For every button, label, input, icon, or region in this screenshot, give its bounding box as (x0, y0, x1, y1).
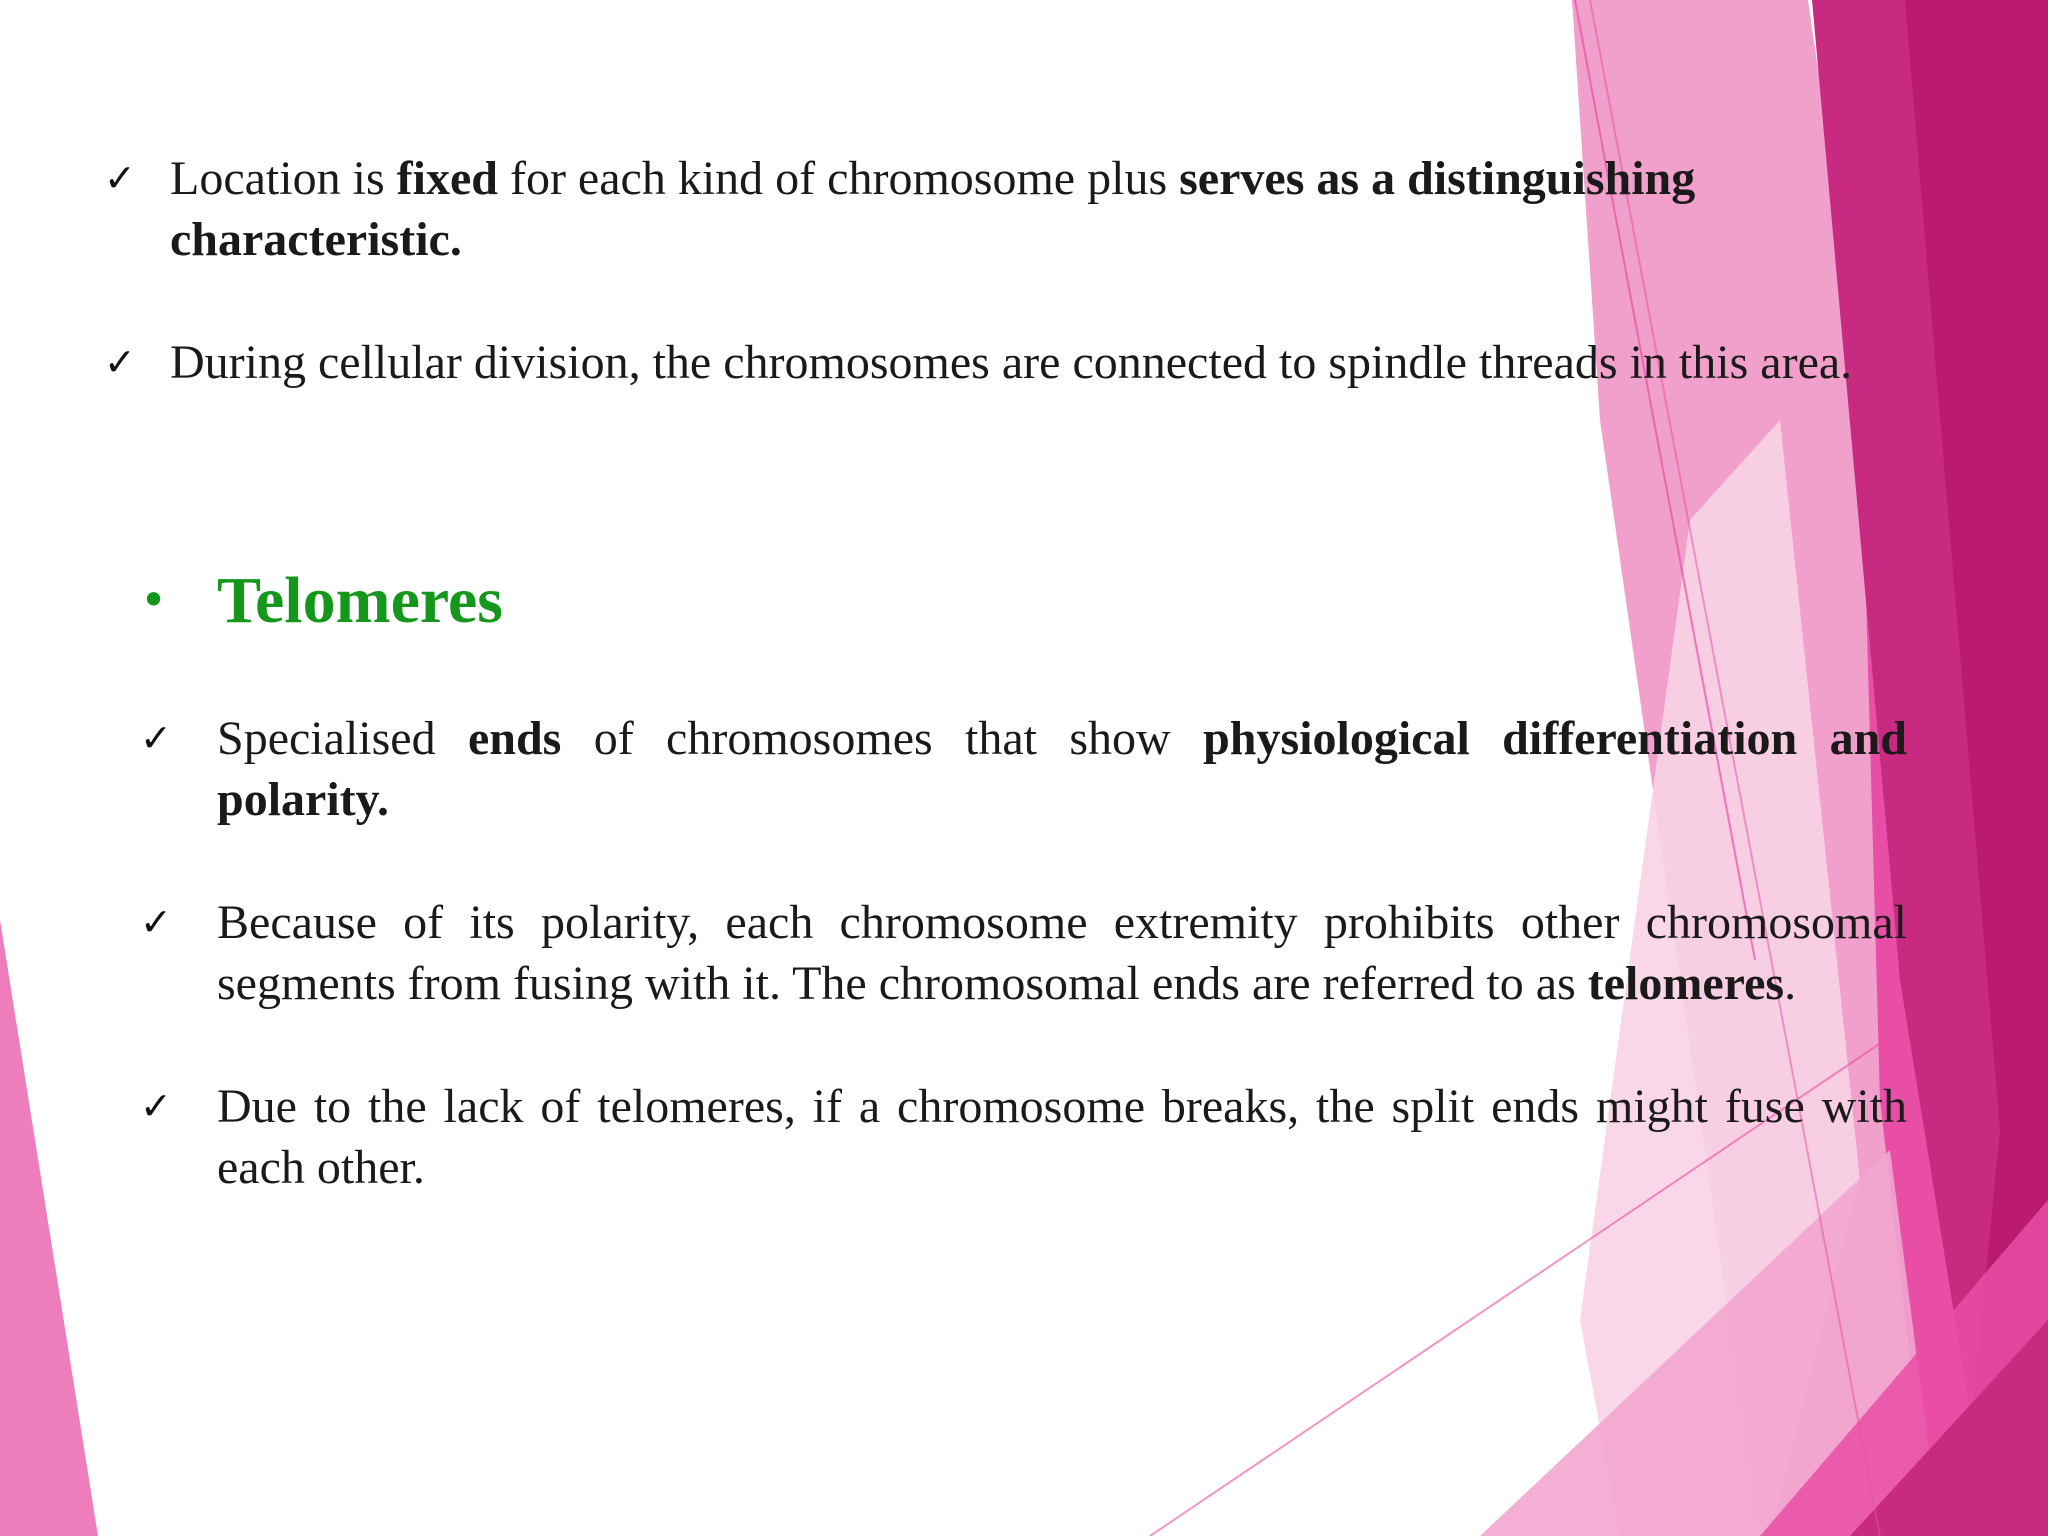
text-segment: Due to the lack of telomeres, if a chromosome breaks, the split ends might fuse with each other. (217, 1080, 1907, 1194)
text-segment: for each kind of chromosome plus (497, 152, 1180, 205)
text-segment: Because of its polarity, each chromosome extremity prohibits other chromosomal segments from fusing with it. The chromosomal ends are referred to as (217, 896, 1907, 1010)
heading-bullet-icon: • (140, 573, 168, 627)
bold-segment: fixed (396, 152, 498, 205)
text-segment: . (1784, 957, 1797, 1010)
bullet-point-cellular-division (170, 332, 1870, 393)
text-segment: During cellular division, the chromosomes are connected to spindle threads in this area. (170, 336, 1853, 389)
checkmark-icon: ✓ (104, 156, 136, 200)
bullet-text (217, 708, 1907, 830)
bullet-text (170, 148, 1850, 270)
bullet-point-location (170, 148, 1850, 270)
checkmark-icon: ✓ (140, 1084, 172, 1128)
checkmark-icon: ✓ (140, 716, 172, 760)
bold-segment: ends (467, 712, 562, 765)
bullet-point-specialised-ends (217, 708, 1907, 830)
bold-segment: serves as a distinguishing characteristic. (170, 152, 1696, 266)
bullet-text (217, 1076, 1907, 1198)
checkmark-icon: ✓ (140, 900, 172, 944)
checkmark-icon: ✓ (104, 340, 136, 384)
text-segment: of chromosomes that show (561, 712, 1204, 765)
bold-segment: telomeres (1587, 957, 1785, 1010)
text-segment: Location is (170, 152, 397, 205)
section-heading: Telomeres (217, 564, 503, 637)
bold-segment: physiological differentiation and polarity. (217, 712, 1908, 826)
bullet-point-polarity (217, 892, 1907, 1014)
bullet-point-lack-of-telomeres (217, 1076, 1907, 1198)
bullet-text (217, 892, 1907, 1014)
text-segment: Specialised (217, 712, 468, 765)
bullet-text (170, 332, 1870, 393)
